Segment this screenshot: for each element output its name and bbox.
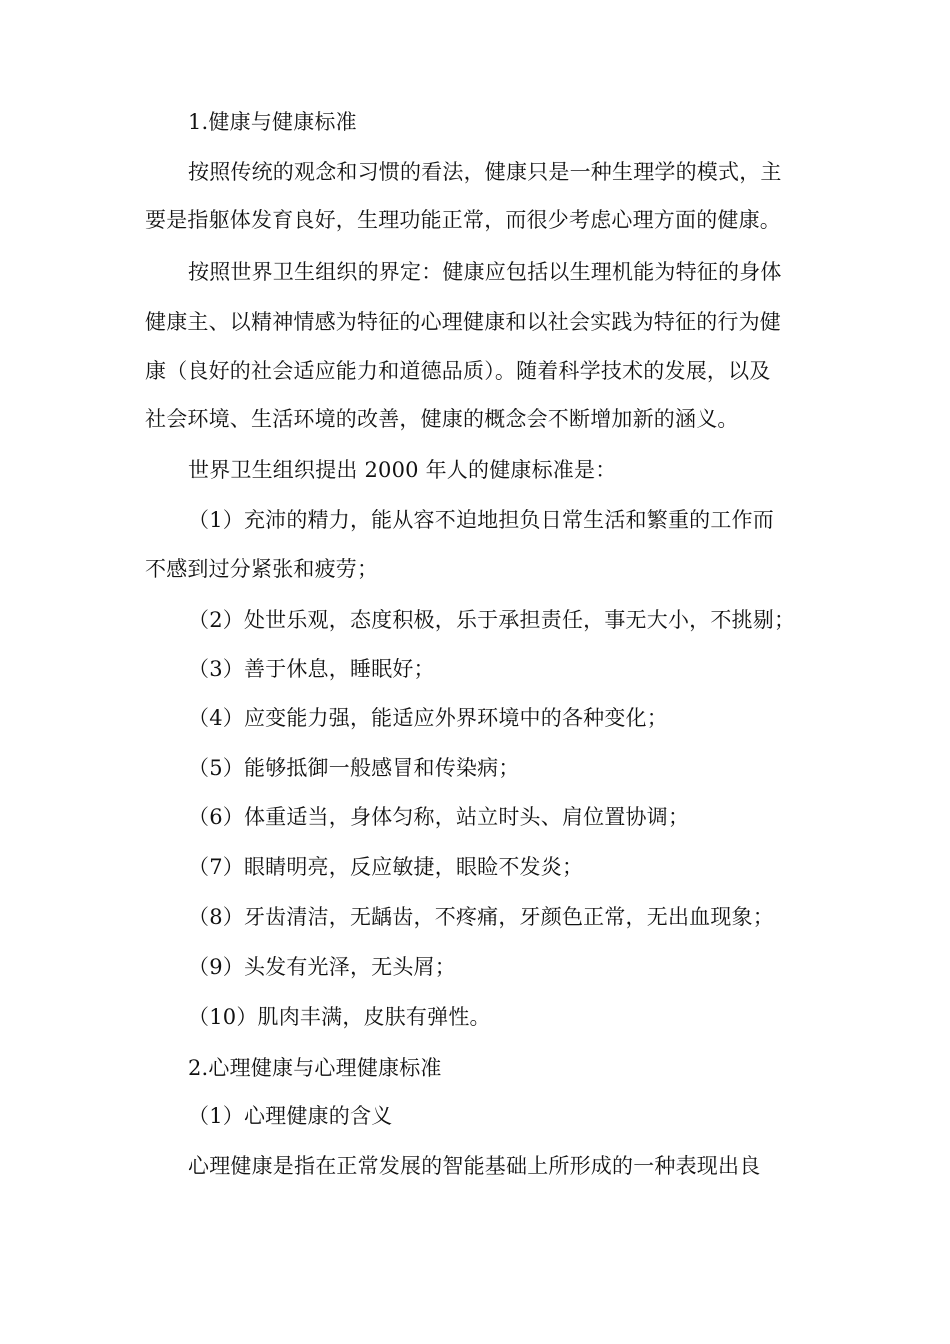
list-item: （4）应变能力强，能适应外界环境中的各种变化； [188, 706, 668, 730]
paragraph-line: 社会环境、生活环境的改善，健康的概念会不断增加新的涵义。 [145, 407, 739, 431]
section-heading-2: 2.心理健康与心理健康标准 [188, 1056, 442, 1080]
list-item: （3）善于休息，睡眠好； [188, 657, 435, 681]
list-item: （5）能够抵御一般感冒和传染病； [188, 756, 520, 780]
list-item: （9）头发有光泽，无头屑； [188, 955, 456, 979]
paragraph-line: 按照世界卫生组织的界定：健康应包括以生理机能为特征的身体 [188, 260, 782, 284]
subsection-heading: （1）心理健康的含义 [188, 1104, 393, 1128]
list-item: （2）处世乐观，态度积极，乐于承担责任，事无大小，不挑剔； [188, 608, 796, 632]
paragraph-line: 康（良好的社会适应能力和道德品质）。随着科学技术的发展，以及 [145, 359, 771, 383]
paragraph-line: 心理健康是指在正常发展的智能基础上所形成的一种表现出良 [188, 1154, 761, 1178]
section-heading-1: 1.健康与健康标准 [188, 110, 357, 134]
paragraph-line: 健康主、以精神情感为特征的心理健康和以社会实践为特征的行为健 [145, 310, 781, 334]
list-item: （8）牙齿清洁，无龋齿，不疼痛，牙颜色正常，无出血现象； [188, 905, 774, 929]
list-item-continuation: 不感到过分紧张和疲劳； [145, 557, 379, 581]
list-item: （7）眼睛明亮，反应敏捷，眼睑不发炎； [188, 855, 584, 879]
paragraph-line: 世界卫生组织提出 2000 年人的健康标准是： [188, 458, 617, 482]
list-item: （10）肌肉丰满，皮肤有弹性。 [188, 1005, 491, 1029]
list-item: （6）体重适当，身体匀称，站立时头、肩位置协调； [188, 805, 690, 829]
paragraph-line: 要是指躯体发育良好，生理功能正常，而很少考虑心理方面的健康。 [145, 208, 781, 232]
paragraph-line: 按照传统的观念和习惯的看法，健康只是一种生理学的模式，主 [188, 160, 782, 184]
list-item: （1）充沛的精力，能从容不迫地担负日常生活和繁重的工作而 [188, 508, 774, 532]
